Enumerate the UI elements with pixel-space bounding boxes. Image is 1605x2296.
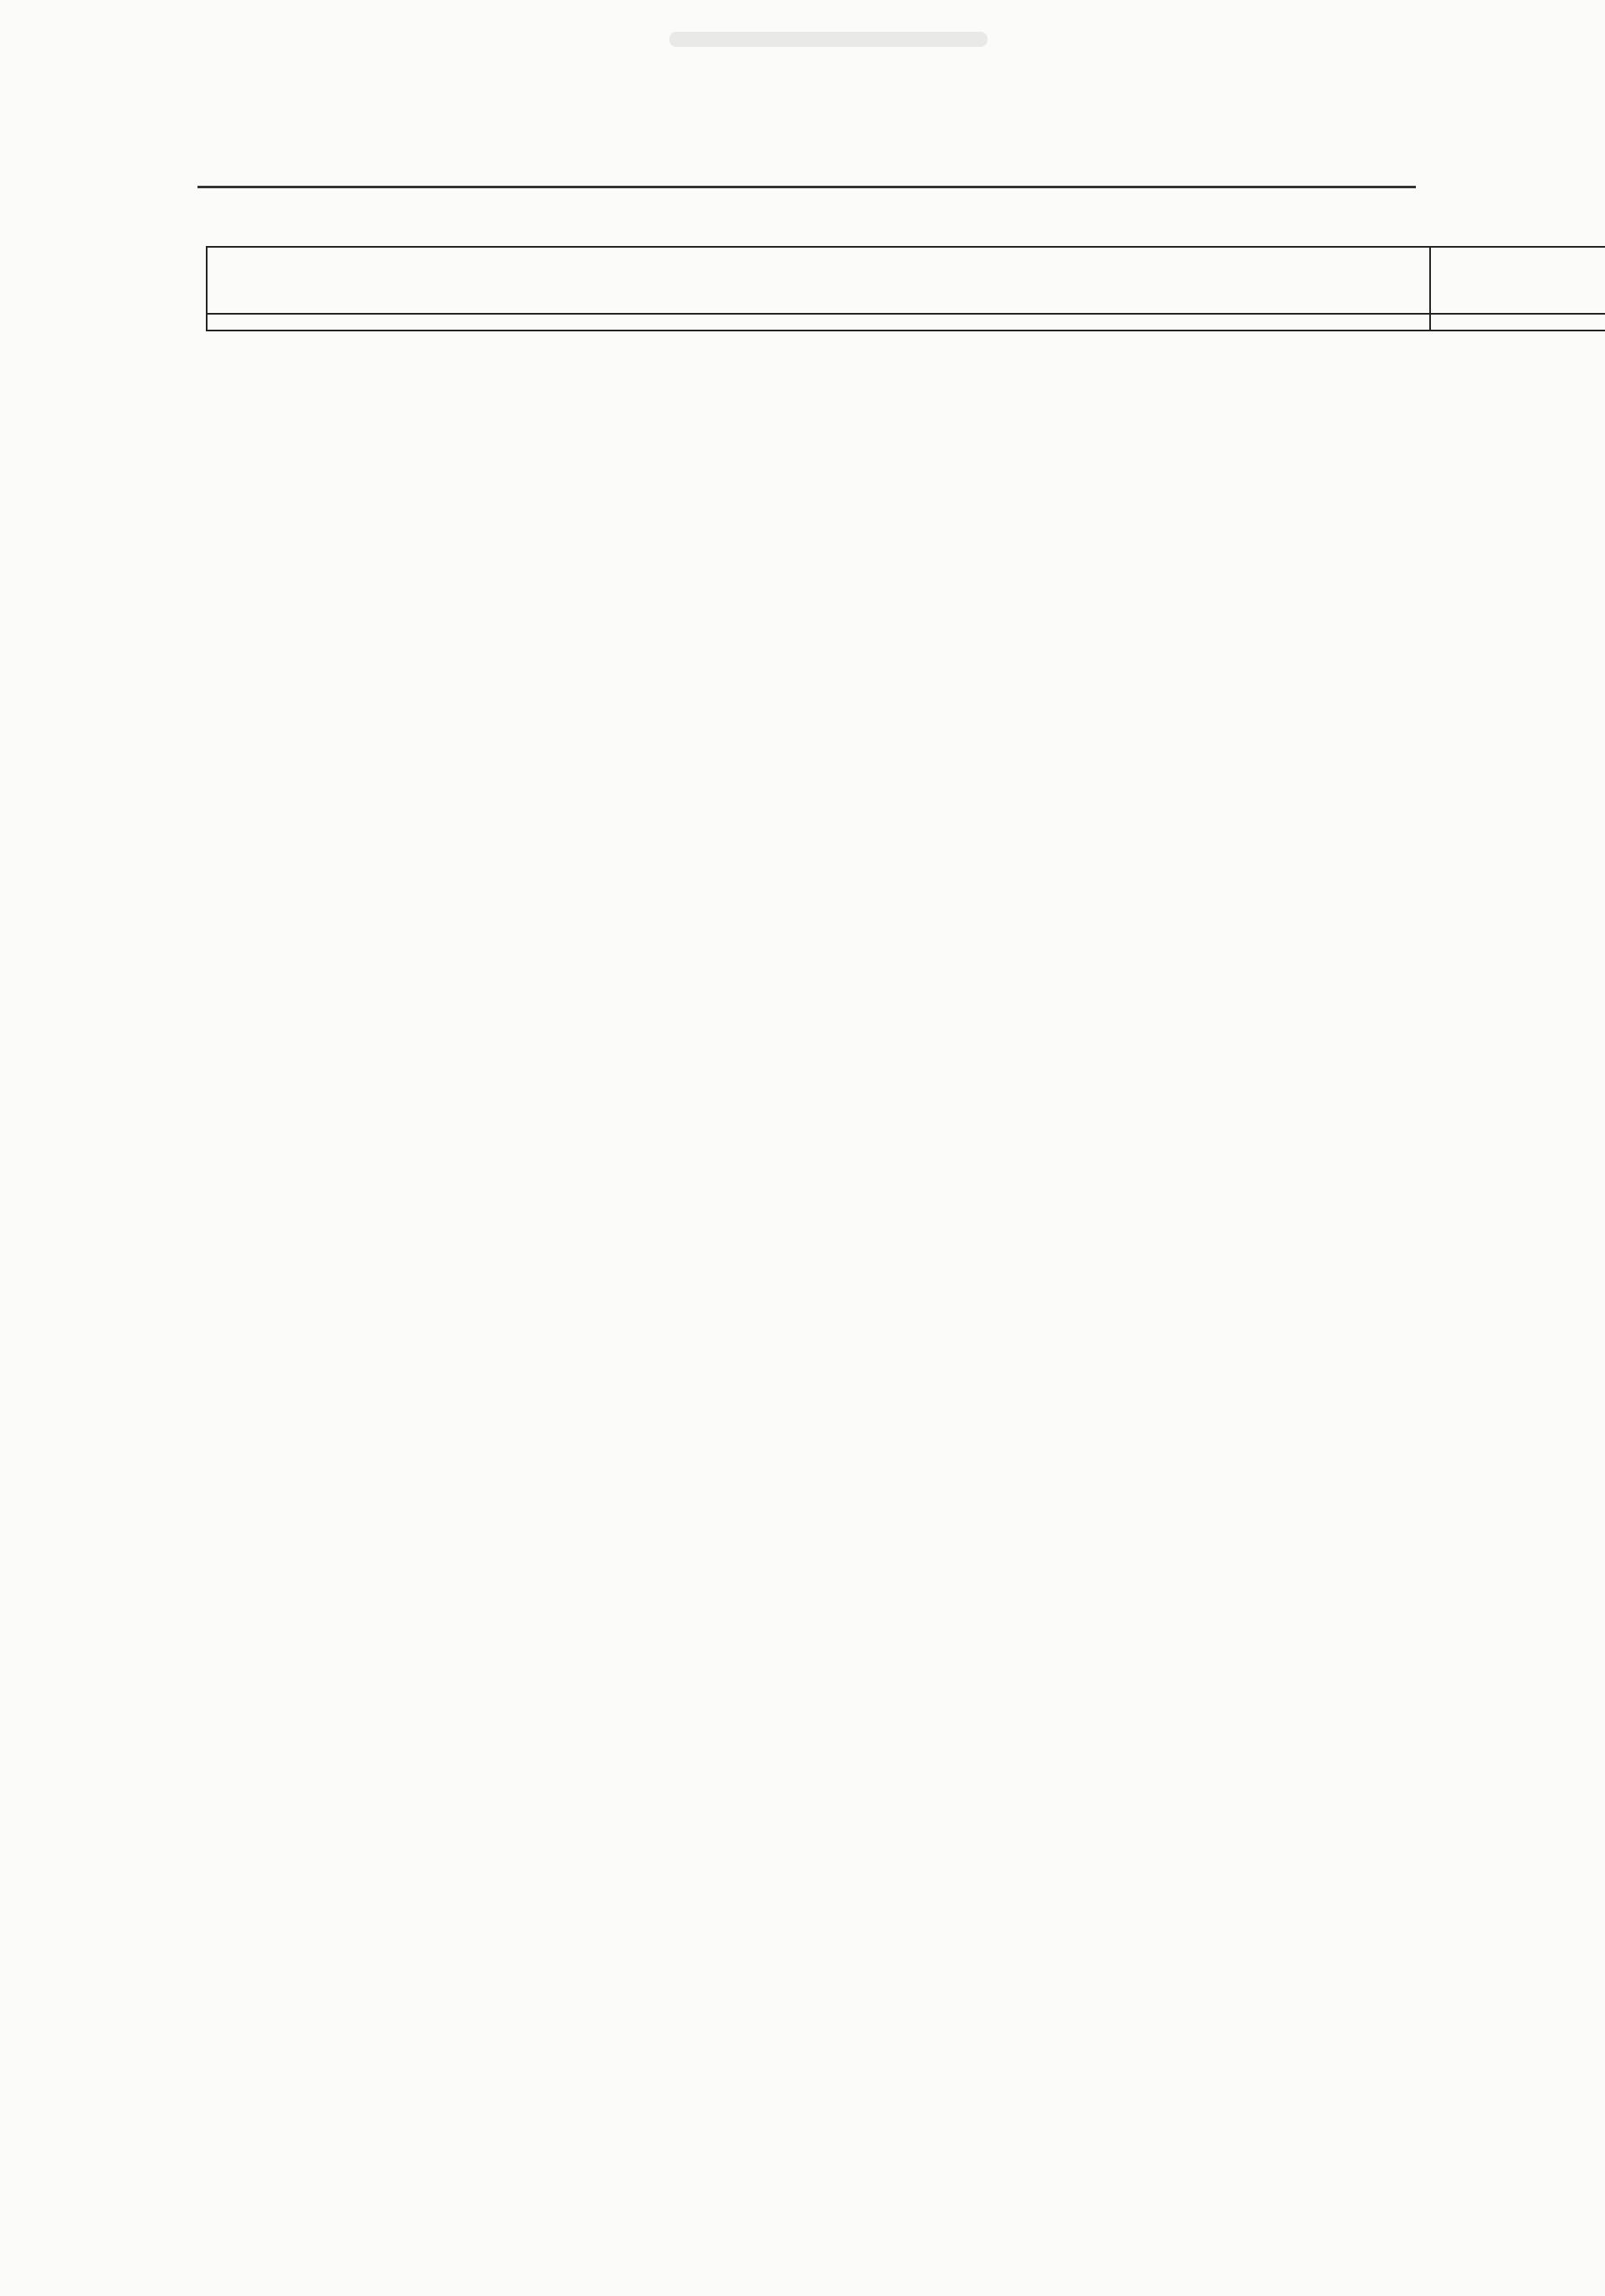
segment-notes-cell	[1430, 314, 1605, 331]
segment-summary-header	[1430, 247, 1605, 314]
method-header	[207, 247, 1430, 314]
scan-smudge	[669, 32, 987, 47]
table-header-row	[207, 247, 1605, 314]
header-rule	[197, 186, 1416, 188]
analysis-table	[206, 246, 1605, 331]
article-row	[207, 314, 1605, 331]
running-header	[1295, 144, 1331, 177]
article-cell	[207, 314, 1430, 331]
